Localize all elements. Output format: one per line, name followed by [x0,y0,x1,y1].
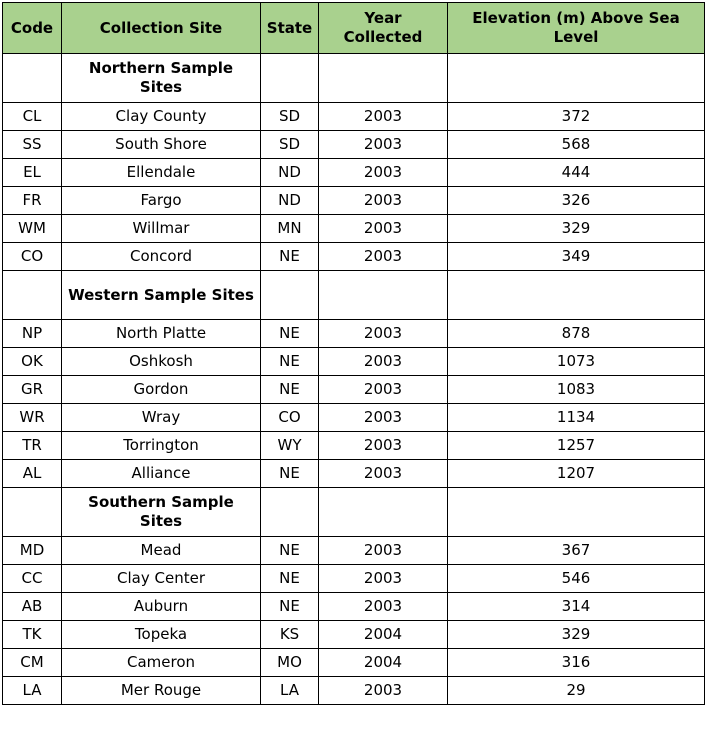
state-cell: WY [261,432,319,460]
header-row [3,3,705,54]
year-cell: 2003 [319,320,448,348]
year-cell: 2003 [319,537,448,565]
collection-site-cell: Topeka [62,621,261,649]
table-row [3,404,705,432]
table-row [3,593,705,621]
table-body [3,54,705,705]
year-cell: 2003 [319,404,448,432]
elevation-cell: 329 [448,215,705,243]
code-cell: EL [3,159,62,187]
group-row [3,488,705,537]
collection-sites-table [2,2,705,705]
collection-site-cell: North Platte [62,320,261,348]
state-cell: ND [261,187,319,215]
elevation-cell: 1207 [448,460,705,488]
elevation-cell: 372 [448,103,705,131]
code-cell: MD [3,537,62,565]
table-row [3,243,705,271]
table-header [3,3,705,54]
code-cell: AL [3,460,62,488]
empty-cell [261,54,319,103]
state-cell: LA [261,677,319,705]
code-cell: CC [3,565,62,593]
code-cell: OK [3,348,62,376]
header-year-collected: Year Collected [319,3,448,54]
state-cell: MO [261,649,319,677]
elevation-cell: 349 [448,243,705,271]
year-cell: 2003 [319,159,448,187]
table-row [3,103,705,131]
collection-site-cell: Auburn [62,593,261,621]
elevation-cell: 878 [448,320,705,348]
empty-cell [319,54,448,103]
table-row [3,320,705,348]
header-elevation: Elevation (m) Above Sea Level [448,3,705,54]
table-row [3,677,705,705]
code-cell: CM [3,649,62,677]
empty-cell [448,488,705,537]
year-cell: 2003 [319,677,448,705]
collection-site-cell: Clay County [62,103,261,131]
code-cell: TR [3,432,62,460]
collection-site-cell: Clay Center [62,565,261,593]
table-row [3,131,705,159]
elevation-cell: 1083 [448,376,705,404]
year-cell: 2003 [319,348,448,376]
year-cell: 2003 [319,593,448,621]
table-row [3,215,705,243]
empty-cell [3,271,62,320]
group-label: Southern Sample Sites [62,488,261,537]
state-cell: SD [261,131,319,159]
year-cell: 2003 [319,460,448,488]
state-cell: NE [261,376,319,404]
group-label: Northern Sample Sites [62,54,261,103]
empty-cell [319,271,448,320]
state-cell: NE [261,348,319,376]
group-row [3,271,705,320]
code-cell: WM [3,215,62,243]
collection-site-cell: Torrington [62,432,261,460]
year-cell: 2003 [319,376,448,404]
state-cell: NE [261,537,319,565]
elevation-cell: 1134 [448,404,705,432]
group-label: Western Sample Sites [62,271,261,320]
state-cell: KS [261,621,319,649]
year-cell: 2003 [319,215,448,243]
code-cell: NP [3,320,62,348]
table-row [3,432,705,460]
year-cell: 2003 [319,131,448,159]
header-state: State [261,3,319,54]
table-row [3,621,705,649]
header-code: Code [3,3,62,54]
state-cell: NE [261,320,319,348]
state-cell: NE [261,565,319,593]
state-cell: SD [261,103,319,131]
code-cell: LA [3,677,62,705]
collection-site-cell: Mer Rouge [62,677,261,705]
collection-site-cell: Wray [62,404,261,432]
code-cell: GR [3,376,62,404]
table-row [3,376,705,404]
state-cell: CO [261,404,319,432]
empty-cell [448,271,705,320]
code-cell: CL [3,103,62,131]
empty-cell [319,488,448,537]
year-cell: 2003 [319,565,448,593]
collection-site-cell: Willmar [62,215,261,243]
year-cell: 2003 [319,103,448,131]
code-cell: FR [3,187,62,215]
year-cell: 2003 [319,187,448,215]
state-cell: NE [261,243,319,271]
code-cell: SS [3,131,62,159]
table-row [3,187,705,215]
elevation-cell: 546 [448,565,705,593]
year-cell: 2004 [319,621,448,649]
elevation-cell: 326 [448,187,705,215]
elevation-cell: 367 [448,537,705,565]
collection-site-cell: Cameron [62,649,261,677]
state-cell: NE [261,593,319,621]
table-row [3,649,705,677]
table-row [3,460,705,488]
empty-cell [261,488,319,537]
state-cell: NE [261,460,319,488]
code-cell: WR [3,404,62,432]
elevation-cell: 316 [448,649,705,677]
collection-site-cell: Fargo [62,187,261,215]
year-cell: 2003 [319,432,448,460]
collection-site-cell: Alliance [62,460,261,488]
empty-cell [3,488,62,537]
header-collection-site: Collection Site [62,3,261,54]
table-row [3,537,705,565]
collection-site-cell: Gordon [62,376,261,404]
collection-site-cell: Ellendale [62,159,261,187]
elevation-cell: 1257 [448,432,705,460]
elevation-cell: 314 [448,593,705,621]
empty-cell [448,54,705,103]
elevation-cell: 444 [448,159,705,187]
collection-site-cell: Concord [62,243,261,271]
empty-cell [3,54,62,103]
code-cell: TK [3,621,62,649]
collection-site-cell: Mead [62,537,261,565]
elevation-cell: 568 [448,131,705,159]
table-row [3,565,705,593]
table-row [3,159,705,187]
state-cell: MN [261,215,319,243]
year-cell: 2004 [319,649,448,677]
empty-cell [261,271,319,320]
state-cell: ND [261,159,319,187]
elevation-cell: 329 [448,621,705,649]
year-cell: 2003 [319,243,448,271]
elevation-cell: 1073 [448,348,705,376]
collection-site-cell: Oshkosh [62,348,261,376]
code-cell: AB [3,593,62,621]
elevation-cell: 29 [448,677,705,705]
collection-site-cell: South Shore [62,131,261,159]
code-cell: CO [3,243,62,271]
table-row [3,348,705,376]
group-row [3,54,705,103]
